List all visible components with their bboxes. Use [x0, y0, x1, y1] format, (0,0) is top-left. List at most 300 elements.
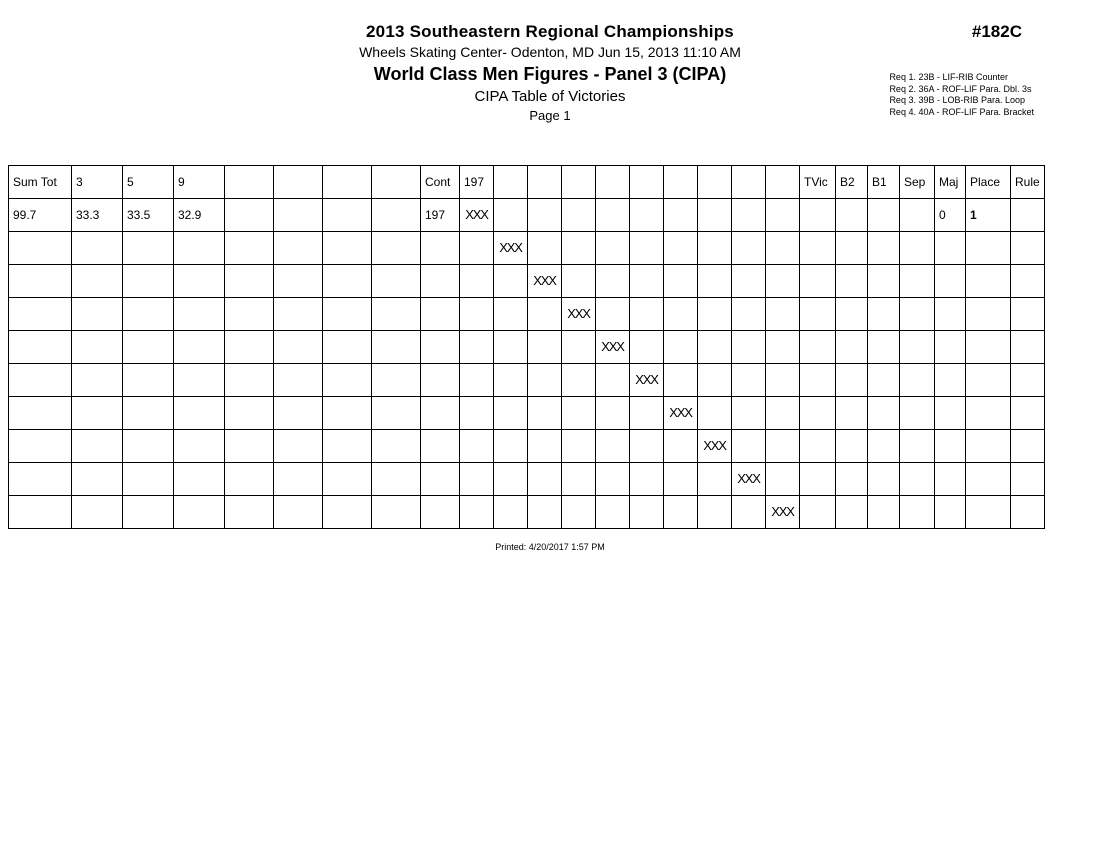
cell-tvic[interactable]	[800, 496, 836, 529]
x-mark: XXX	[499, 240, 522, 255]
cell-victory-matrix[interactable]	[732, 298, 766, 331]
column-header-skater-5	[596, 166, 630, 199]
cell-blank-3[interactable]	[323, 463, 372, 496]
cell-blank-2[interactable]	[274, 265, 323, 298]
cell-judge-3[interactable]	[72, 265, 123, 298]
cell-b1[interactable]	[868, 463, 900, 496]
column-header-b2: B2	[836, 166, 868, 199]
cell-blank-3[interactable]	[323, 496, 372, 529]
cell-judge-9[interactable]	[174, 232, 225, 265]
column-header-blank-4	[372, 166, 421, 199]
cell-blank-4[interactable]	[372, 331, 421, 364]
cell-victory-matrix[interactable]	[596, 298, 630, 331]
cell-judge-3[interactable]	[72, 430, 123, 463]
cell-victory-matrix[interactable]	[596, 430, 630, 463]
cell-judge-9[interactable]	[174, 364, 225, 397]
x-mark: XXX	[703, 438, 726, 453]
cell-victory-matrix[interactable]	[766, 232, 800, 265]
cell-victory-matrix[interactable]	[630, 430, 664, 463]
cell-rule[interactable]	[1011, 232, 1045, 265]
column-header-skater-8	[698, 166, 732, 199]
cell-victory-matrix[interactable]	[596, 364, 630, 397]
cell-victory-matrix[interactable]	[698, 397, 732, 430]
cell-sep[interactable]	[900, 265, 935, 298]
cell-place[interactable]	[966, 430, 1011, 463]
cell-b1[interactable]	[868, 397, 900, 430]
requirement-item: Req 1. 23B - LIF-RIB Counter	[889, 72, 1008, 82]
table-of-victories	[8, 165, 1045, 529]
cell-rule[interactable]	[1011, 265, 1045, 298]
cell-cont[interactable]	[421, 463, 460, 496]
cell-judge-9[interactable]	[174, 298, 225, 331]
cell-judge-5[interactable]	[123, 463, 174, 496]
cell-victory-matrix[interactable]	[732, 265, 766, 298]
column-header-skater-9	[732, 166, 766, 199]
column-header-skater-3	[528, 166, 562, 199]
cell-sum-tot[interactable]	[9, 463, 72, 496]
event-title: World Class Men Figures - Panel 3 (CIPA)	[373, 64, 727, 84]
cell-victory-matrix[interactable]	[732, 199, 766, 232]
cell-victory-matrix[interactable]	[528, 265, 562, 298]
column-header-cont: Cont	[421, 166, 460, 199]
cell-victory-matrix[interactable]	[698, 430, 732, 463]
cell-tvic[interactable]	[800, 232, 836, 265]
cell-victory-matrix[interactable]	[596, 331, 630, 364]
cell-place[interactable]	[966, 265, 1011, 298]
cell-blank-4[interactable]	[372, 364, 421, 397]
venue-line: Wheels Skating Center- Odenton, MD Jun 15, 2013 11:10 AM	[359, 44, 741, 60]
cell-blank-1[interactable]	[225, 298, 274, 331]
cell-blank-1[interactable]	[225, 397, 274, 430]
cell-victory-matrix[interactable]	[528, 430, 562, 463]
cell-blank-1[interactable]	[225, 496, 274, 529]
cell-sep[interactable]	[900, 397, 935, 430]
cell-victory-matrix[interactable]	[460, 430, 494, 463]
cell-cont[interactable]	[421, 331, 460, 364]
cell-victory-matrix[interactable]	[766, 430, 800, 463]
cell-sep[interactable]	[900, 463, 935, 496]
cell-blank-3[interactable]	[323, 430, 372, 463]
cell-judge-5[interactable]	[123, 298, 174, 331]
cell-maj[interactable]	[935, 232, 966, 265]
cell-blank-1[interactable]	[225, 232, 274, 265]
cell-victory-matrix[interactable]	[664, 199, 698, 232]
table-row	[9, 496, 1045, 529]
cell-victory-matrix[interactable]	[630, 397, 664, 430]
cell-victory-matrix[interactable]	[732, 232, 766, 265]
cell-judge-9[interactable]	[174, 397, 225, 430]
cell-tvic[interactable]	[800, 364, 836, 397]
cell-rule[interactable]	[1011, 430, 1045, 463]
cell-victory-matrix[interactable]	[596, 397, 630, 430]
cell-victory-matrix[interactable]	[766, 265, 800, 298]
cell-victory-matrix[interactable]	[596, 232, 630, 265]
cell-victory-matrix[interactable]	[562, 199, 596, 232]
cell-cont[interactable]	[421, 232, 460, 265]
cell-maj[interactable]	[935, 364, 966, 397]
cell-blank-4[interactable]	[372, 232, 421, 265]
cell-maj[interactable]	[935, 463, 966, 496]
cell-victory-matrix[interactable]	[460, 463, 494, 496]
cell-blank-3[interactable]	[323, 199, 372, 232]
cell-victory-matrix[interactable]	[562, 463, 596, 496]
cell-victory-matrix[interactable]	[698, 331, 732, 364]
x-mark: XXX	[567, 306, 590, 321]
cell-b1[interactable]	[868, 265, 900, 298]
cell-victory-matrix[interactable]	[664, 265, 698, 298]
cell-judge-3[interactable]	[72, 364, 123, 397]
cell-victory-matrix[interactable]	[494, 496, 528, 529]
cell-rule[interactable]	[1011, 364, 1045, 397]
cell-victory-matrix[interactable]	[494, 463, 528, 496]
cell-maj[interactable]	[935, 397, 966, 430]
cell-victory-matrix[interactable]	[766, 331, 800, 364]
cell-victory-matrix[interactable]	[766, 199, 800, 232]
cell-blank-1[interactable]	[225, 364, 274, 397]
cell-sum-tot[interactable]	[9, 496, 72, 529]
cell-victory-matrix[interactable]	[630, 298, 664, 331]
cell-blank-2[interactable]	[274, 232, 323, 265]
cell-victory-matrix[interactable]	[732, 364, 766, 397]
cell-blank-3[interactable]	[323, 265, 372, 298]
cell-blank-4[interactable]	[372, 496, 421, 529]
page-number: Page 1	[529, 108, 571, 123]
cell-judge-5[interactable]	[123, 430, 174, 463]
cell-tvic[interactable]	[800, 430, 836, 463]
cell-victory-matrix[interactable]	[460, 364, 494, 397]
cell-blank-3[interactable]	[323, 397, 372, 430]
cell-tvic[interactable]	[800, 463, 836, 496]
cell-victory-matrix[interactable]	[630, 265, 664, 298]
cell-blank-2[interactable]	[274, 463, 323, 496]
cell-sum-tot[interactable]: 99.7	[9, 199, 72, 232]
cell-victory-matrix[interactable]	[494, 331, 528, 364]
cell-sum-tot[interactable]	[9, 265, 72, 298]
cell-b2[interactable]	[836, 430, 868, 463]
cell-judge-5[interactable]: 33.5	[123, 199, 174, 232]
cell-tvic[interactable]	[800, 199, 836, 232]
cell-victory-matrix[interactable]	[460, 199, 494, 232]
cell-b1[interactable]	[868, 430, 900, 463]
cell-maj[interactable]	[935, 265, 966, 298]
cell-cont[interactable]	[421, 364, 460, 397]
cell-victory-matrix[interactable]	[664, 364, 698, 397]
table-row	[9, 397, 1045, 430]
cell-victory-matrix[interactable]	[698, 265, 732, 298]
cell-victory-matrix[interactable]	[698, 199, 732, 232]
cell-blank-1[interactable]	[225, 331, 274, 364]
cell-place[interactable]	[966, 364, 1011, 397]
cell-victory-matrix[interactable]	[732, 397, 766, 430]
table-of-victories-wrap	[8, 165, 1045, 529]
cell-rule[interactable]	[1011, 199, 1045, 232]
cell-b1[interactable]	[868, 331, 900, 364]
cell-victory-matrix[interactable]	[528, 298, 562, 331]
cell-victory-matrix[interactable]	[494, 199, 528, 232]
cell-judge-3[interactable]	[72, 298, 123, 331]
cell-victory-matrix[interactable]	[630, 364, 664, 397]
cell-place[interactable]	[966, 463, 1011, 496]
column-header-maj: Maj	[935, 166, 966, 199]
cell-sep[interactable]	[900, 298, 935, 331]
cell-victory-matrix[interactable]	[664, 331, 698, 364]
cell-judge-3[interactable]	[72, 496, 123, 529]
cell-blank-2[interactable]	[274, 331, 323, 364]
cell-place[interactable]	[966, 232, 1011, 265]
cell-victory-matrix[interactable]	[732, 496, 766, 529]
cell-victory-matrix[interactable]	[698, 496, 732, 529]
cell-b2[interactable]	[836, 364, 868, 397]
table-row	[9, 430, 1045, 463]
cell-blank-1[interactable]	[225, 430, 274, 463]
cell-victory-matrix[interactable]	[664, 496, 698, 529]
cell-blank-4[interactable]	[372, 298, 421, 331]
cell-rule[interactable]	[1011, 397, 1045, 430]
cell-victory-matrix[interactable]	[494, 232, 528, 265]
cell-b1[interactable]	[868, 232, 900, 265]
cell-b1[interactable]	[868, 364, 900, 397]
cell-victory-matrix[interactable]	[630, 331, 664, 364]
cell-blank-2[interactable]	[274, 397, 323, 430]
cell-victory-matrix[interactable]	[562, 397, 596, 430]
cell-judge-3[interactable]	[72, 331, 123, 364]
cell-maj[interactable]: 0	[935, 199, 966, 232]
cell-blank-4[interactable]	[372, 463, 421, 496]
cell-tvic[interactable]	[800, 331, 836, 364]
cell-victory-matrix[interactable]	[596, 199, 630, 232]
cell-judge-9[interactable]: 32.9	[174, 199, 225, 232]
cell-judge-3[interactable]	[72, 397, 123, 430]
cell-victory-matrix[interactable]	[494, 265, 528, 298]
cell-victory-matrix[interactable]	[766, 496, 800, 529]
cell-sum-tot[interactable]	[9, 232, 72, 265]
cell-victory-matrix[interactable]	[562, 430, 596, 463]
cell-rule[interactable]	[1011, 496, 1045, 529]
cell-sum-tot[interactable]	[9, 331, 72, 364]
cell-victory-matrix[interactable]	[664, 463, 698, 496]
cell-b1[interactable]	[868, 298, 900, 331]
cell-blank-4[interactable]	[372, 199, 421, 232]
cell-blank-3[interactable]	[323, 364, 372, 397]
cell-place[interactable]	[966, 397, 1011, 430]
cell-cont[interactable]	[421, 496, 460, 529]
cell-victory-matrix[interactable]	[562, 364, 596, 397]
cell-judge-9[interactable]	[174, 463, 225, 496]
cell-judge-3[interactable]	[72, 463, 123, 496]
cell-cont[interactable]	[421, 397, 460, 430]
cell-blank-2[interactable]	[274, 496, 323, 529]
x-mark: XXX	[737, 471, 760, 486]
cell-victory-matrix[interactable]	[596, 463, 630, 496]
cell-maj[interactable]	[935, 430, 966, 463]
cell-victory-matrix[interactable]	[766, 397, 800, 430]
cell-victory-matrix[interactable]	[494, 364, 528, 397]
column-header-tvic: TVic	[800, 166, 836, 199]
cell-place[interactable]	[966, 331, 1011, 364]
column-header-blank-3	[323, 166, 372, 199]
column-header-blank-2	[274, 166, 323, 199]
cell-victory-matrix[interactable]	[630, 232, 664, 265]
cell-sum-tot[interactable]	[9, 397, 72, 430]
cell-blank-3[interactable]	[323, 331, 372, 364]
table-header-row	[9, 166, 1045, 199]
cell-victory-matrix[interactable]	[732, 331, 766, 364]
cell-b2[interactable]	[836, 265, 868, 298]
cell-b2[interactable]	[836, 331, 868, 364]
cell-victory-matrix[interactable]	[766, 298, 800, 331]
cell-b2[interactable]	[836, 298, 868, 331]
cell-victory-matrix[interactable]	[460, 298, 494, 331]
cell-judge-5[interactable]	[123, 331, 174, 364]
cell-judge-5[interactable]	[123, 265, 174, 298]
cell-judge-9[interactable]	[174, 331, 225, 364]
cell-b2[interactable]	[836, 463, 868, 496]
cell-rule[interactable]	[1011, 331, 1045, 364]
cell-place[interactable]: 1	[966, 199, 1011, 232]
cell-cont[interactable]: 197	[421, 199, 460, 232]
cell-victory-matrix[interactable]	[562, 496, 596, 529]
cell-blank-4[interactable]	[372, 265, 421, 298]
table-row	[9, 331, 1045, 364]
cell-victory-matrix[interactable]	[562, 331, 596, 364]
cell-victory-matrix[interactable]	[664, 430, 698, 463]
cell-maj[interactable]	[935, 298, 966, 331]
cell-blank-2[interactable]	[274, 430, 323, 463]
cell-sep[interactable]	[900, 232, 935, 265]
cell-sep[interactable]	[900, 496, 935, 529]
requirement-item: Req 4. 40A - ROF-LIF Para. Bracket	[889, 106, 1034, 117]
cell-sep[interactable]	[900, 430, 935, 463]
cell-victory-matrix[interactable]	[698, 463, 732, 496]
cell-victory-matrix[interactable]	[460, 265, 494, 298]
cell-victory-matrix[interactable]	[460, 496, 494, 529]
cell-victory-matrix[interactable]	[766, 463, 800, 496]
cell-judge-3[interactable]: 33.3	[72, 199, 123, 232]
cell-sum-tot[interactable]	[9, 298, 72, 331]
cell-b2[interactable]	[836, 232, 868, 265]
cell-victory-matrix[interactable]	[528, 397, 562, 430]
cell-maj[interactable]	[935, 331, 966, 364]
cell-victory-matrix[interactable]	[528, 496, 562, 529]
cell-tvic[interactable]	[800, 298, 836, 331]
cell-victory-matrix[interactable]	[494, 298, 528, 331]
cell-victory-matrix[interactable]	[698, 364, 732, 397]
x-mark: XXX	[669, 405, 692, 420]
table-row	[9, 463, 1045, 496]
cell-tvic[interactable]	[800, 265, 836, 298]
column-header-skater-7	[664, 166, 698, 199]
cell-victory-matrix[interactable]	[630, 496, 664, 529]
report-subtitle: CIPA Table of Victories	[474, 88, 626, 105]
cell-b1[interactable]	[868, 199, 900, 232]
column-header-place: Place	[966, 166, 1011, 199]
cell-victory-matrix[interactable]	[698, 298, 732, 331]
cell-cont[interactable]	[421, 298, 460, 331]
cell-blank-3[interactable]	[323, 298, 372, 331]
x-mark: XXX	[601, 339, 624, 354]
cell-blank-3[interactable]	[323, 232, 372, 265]
cell-victory-matrix[interactable]	[562, 265, 596, 298]
cell-victory-matrix[interactable]	[630, 463, 664, 496]
cell-sep[interactable]	[900, 199, 935, 232]
cell-place[interactable]	[966, 298, 1011, 331]
cell-sum-tot[interactable]	[9, 364, 72, 397]
column-header-rule: Rule	[1011, 166, 1045, 199]
cell-b2[interactable]	[836, 397, 868, 430]
cell-victory-matrix[interactable]	[732, 430, 766, 463]
cell-judge-5[interactable]	[123, 232, 174, 265]
cell-judge-5[interactable]	[123, 397, 174, 430]
cell-blank-2[interactable]	[274, 199, 323, 232]
cell-victory-matrix[interactable]	[698, 232, 732, 265]
cell-blank-2[interactable]	[274, 298, 323, 331]
cell-victory-matrix[interactable]	[494, 430, 528, 463]
cell-b2[interactable]	[836, 199, 868, 232]
cell-victory-matrix[interactable]	[528, 331, 562, 364]
cell-victory-matrix[interactable]	[494, 397, 528, 430]
cell-victory-matrix[interactable]	[596, 265, 630, 298]
cell-sum-tot[interactable]	[9, 430, 72, 463]
table-row	[9, 199, 1045, 232]
cell-victory-matrix[interactable]	[630, 199, 664, 232]
cell-place[interactable]	[966, 496, 1011, 529]
cell-cont[interactable]	[421, 430, 460, 463]
cell-victory-matrix[interactable]	[732, 463, 766, 496]
cell-sep[interactable]	[900, 331, 935, 364]
column-header-sep: Sep	[900, 166, 935, 199]
cell-judge-9[interactable]	[174, 496, 225, 529]
cell-sep[interactable]	[900, 364, 935, 397]
cell-victory-matrix[interactable]	[460, 397, 494, 430]
cell-b2[interactable]	[836, 496, 868, 529]
cell-rule[interactable]	[1011, 463, 1045, 496]
cell-victory-matrix[interactable]	[460, 331, 494, 364]
x-mark: XXX	[533, 273, 556, 288]
cell-judge-3[interactable]	[72, 232, 123, 265]
cell-cont[interactable]	[421, 265, 460, 298]
column-header-skater-6	[630, 166, 664, 199]
cell-rule[interactable]	[1011, 298, 1045, 331]
cell-blank-1[interactable]	[225, 265, 274, 298]
column-header-b1: B1	[868, 166, 900, 199]
cell-victory-matrix[interactable]	[528, 364, 562, 397]
cell-judge-5[interactable]	[123, 364, 174, 397]
cell-victory-matrix[interactable]	[664, 397, 698, 430]
cell-blank-4[interactable]	[372, 397, 421, 430]
cell-victory-matrix[interactable]	[664, 298, 698, 331]
cell-victory-matrix[interactable]	[528, 232, 562, 265]
cell-victory-matrix[interactable]	[766, 364, 800, 397]
cell-judge-9[interactable]	[174, 265, 225, 298]
printed-timestamp: Printed: 4/20/2017 1:57 PM	[495, 542, 605, 552]
cell-victory-matrix[interactable]	[528, 463, 562, 496]
cell-blank-1[interactable]	[225, 199, 274, 232]
cell-maj[interactable]	[935, 496, 966, 529]
cell-blank-4[interactable]	[372, 430, 421, 463]
cell-victory-matrix[interactable]	[664, 232, 698, 265]
cell-blank-2[interactable]	[274, 364, 323, 397]
cell-judge-9[interactable]	[174, 430, 225, 463]
cell-victory-matrix[interactable]	[562, 298, 596, 331]
cell-b1[interactable]	[868, 496, 900, 529]
cell-victory-matrix[interactable]	[562, 232, 596, 265]
cell-victory-matrix[interactable]	[528, 199, 562, 232]
cell-judge-5[interactable]	[123, 496, 174, 529]
cell-victory-matrix[interactable]	[460, 232, 494, 265]
cell-blank-1[interactable]	[225, 463, 274, 496]
cell-tvic[interactable]	[800, 397, 836, 430]
cell-victory-matrix[interactable]	[596, 496, 630, 529]
